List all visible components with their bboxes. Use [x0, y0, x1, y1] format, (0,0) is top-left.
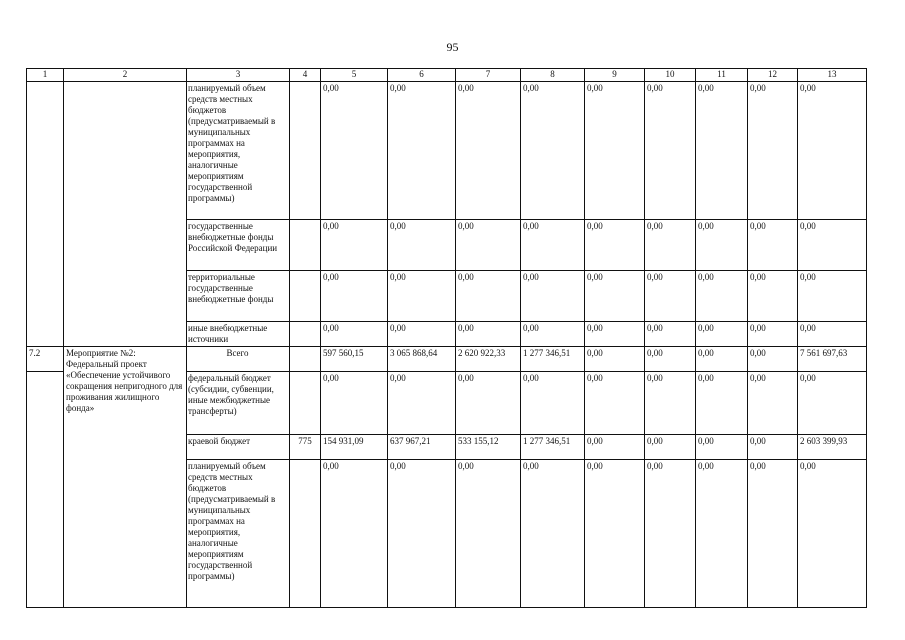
value-cell: 0,00	[321, 220, 388, 271]
value-cell: 0,00	[748, 372, 798, 435]
value-cell: 0,00	[585, 372, 645, 435]
value-cell: 0,00	[645, 82, 696, 220]
value-cell: 0,00	[388, 82, 456, 220]
value-cell: 2 620 922,33	[456, 347, 521, 372]
value-cell: 0,00	[585, 220, 645, 271]
value-cell: 637 967,21	[388, 435, 456, 460]
value-cell: 0,00	[585, 82, 645, 220]
funding-source-cell: федеральный бюджет (субсидии, субвенции, иные межбюджетные трансферты)	[187, 372, 290, 435]
value-cell: 0,00	[456, 220, 521, 271]
item-number-cell-empty	[27, 372, 64, 608]
value-cell: 0,00	[321, 322, 388, 347]
table-row	[27, 82, 867, 220]
value-cell: 0,00	[696, 220, 748, 271]
code-cell	[290, 220, 321, 271]
value-cell: 0,00	[321, 372, 388, 435]
value-cell: 0,00	[521, 220, 585, 271]
value-cell: 0,00	[645, 220, 696, 271]
funding-source-cell: планируемый объем средств местных бюджетов (предусматриваемый в муниципальных программах на мероприятия, аналогичные мероприятиям государственной программы)	[187, 460, 290, 608]
funding-source-cell: планируемый объем средств местных бюджетов (предусматриваемый в муниципальных программах на мероприятия, аналогичные мероприятиям государственной программы)	[187, 82, 290, 220]
value-cell: 0,00	[521, 460, 585, 608]
col-header: 3	[187, 69, 290, 82]
funding-source-cell: Всего	[187, 347, 290, 372]
value-cell: 154 931,09	[321, 435, 388, 460]
value-cell: 0,00	[388, 220, 456, 271]
col-header: 1	[27, 69, 64, 82]
value-cell: 0,00	[585, 435, 645, 460]
code-cell	[290, 347, 321, 372]
value-cell: 0,00	[645, 271, 696, 322]
col-header: 10	[645, 69, 696, 82]
value-cell: 0,00	[748, 322, 798, 347]
item-number-cell: 7.2	[27, 347, 64, 372]
value-cell: 0,00	[521, 322, 585, 347]
col-header: 8	[521, 69, 585, 82]
item-name-cell: Мероприятие №2: Федеральный проект «Обеспечение устойчивого сокращения непригодного для проживания жилищного фонда»	[64, 347, 187, 608]
value-cell: 0,00	[798, 322, 867, 347]
value-cell: 0,00	[321, 82, 388, 220]
code-cell	[290, 82, 321, 220]
value-cell: 0,00	[645, 372, 696, 435]
funding-source-cell: государственные внебюджетные фонды Российской Федерации	[187, 220, 290, 271]
table-row-total	[27, 347, 867, 372]
value-cell: 0,00	[798, 460, 867, 608]
col-header: 7	[456, 69, 521, 82]
code-cell	[290, 372, 321, 435]
value-cell: 0,00	[388, 372, 456, 435]
value-cell: 7 561 697,63	[798, 347, 867, 372]
col-header: 6	[388, 69, 456, 82]
value-cell: 0,00	[696, 435, 748, 460]
value-cell: 0,00	[388, 460, 456, 608]
value-cell: 0,00	[521, 372, 585, 435]
value-cell: 0,00	[696, 347, 748, 372]
value-cell: 0,00	[585, 460, 645, 608]
item-number-cell	[27, 82, 64, 347]
value-cell: 1 277 346,51	[521, 435, 585, 460]
value-cell: 0,00	[748, 460, 798, 608]
value-cell: 0,00	[388, 322, 456, 347]
code-cell: 775	[290, 435, 321, 460]
value-cell: 0,00	[748, 435, 798, 460]
value-cell: 0,00	[798, 82, 867, 220]
value-cell: 0,00	[645, 322, 696, 347]
value-cell: 0,00	[798, 372, 867, 435]
budget-table	[26, 68, 867, 608]
value-cell: 0,00	[456, 82, 521, 220]
value-cell: 0,00	[585, 322, 645, 347]
value-cell: 1 277 346,51	[521, 347, 585, 372]
col-header: 11	[696, 69, 748, 82]
col-header: 13	[798, 69, 867, 82]
value-cell: 0,00	[696, 82, 748, 220]
value-cell: 0,00	[585, 347, 645, 372]
col-header: 4	[290, 69, 321, 82]
value-cell: 0,00	[456, 322, 521, 347]
code-cell	[290, 271, 321, 322]
value-cell: 0,00	[748, 82, 798, 220]
code-cell	[290, 322, 321, 347]
value-cell: 0,00	[456, 271, 521, 322]
value-cell: 0,00	[696, 372, 748, 435]
value-cell: 0,00	[456, 460, 521, 608]
funding-source-cell: краевой бюджет	[187, 435, 290, 460]
value-cell: 0,00	[456, 372, 521, 435]
value-cell: 0,00	[748, 271, 798, 322]
col-header: 2	[64, 69, 187, 82]
code-cell	[290, 460, 321, 608]
value-cell: 0,00	[585, 271, 645, 322]
col-header: 12	[748, 69, 798, 82]
value-cell: 0,00	[321, 271, 388, 322]
value-cell: 0,00	[748, 347, 798, 372]
value-cell: 0,00	[388, 271, 456, 322]
value-cell: 0,00	[748, 220, 798, 271]
value-cell: 0,00	[645, 347, 696, 372]
header-row	[27, 69, 867, 82]
page-number: 95	[446, 40, 459, 54]
value-cell: 0,00	[798, 271, 867, 322]
value-cell: 0,00	[798, 220, 867, 271]
value-cell: 0,00	[696, 460, 748, 608]
col-header: 5	[321, 69, 388, 82]
value-cell: 0,00	[645, 460, 696, 608]
value-cell: 2 603 399,93	[798, 435, 867, 460]
value-cell: 533 155,12	[456, 435, 521, 460]
value-cell: 0,00	[321, 460, 388, 608]
item-name-cell	[64, 82, 187, 347]
value-cell: 0,00	[645, 435, 696, 460]
funding-source-cell: территориальные государственные внебюджетные фонды	[187, 271, 290, 322]
value-cell: 3 065 868,64	[388, 347, 456, 372]
value-cell: 0,00	[521, 82, 585, 220]
value-cell: 0,00	[696, 322, 748, 347]
funding-source-cell: иные внебюджетные источники	[187, 322, 290, 347]
value-cell: 0,00	[696, 271, 748, 322]
col-header: 9	[585, 69, 645, 82]
value-cell: 597 560,15	[321, 347, 388, 372]
value-cell: 0,00	[521, 271, 585, 322]
